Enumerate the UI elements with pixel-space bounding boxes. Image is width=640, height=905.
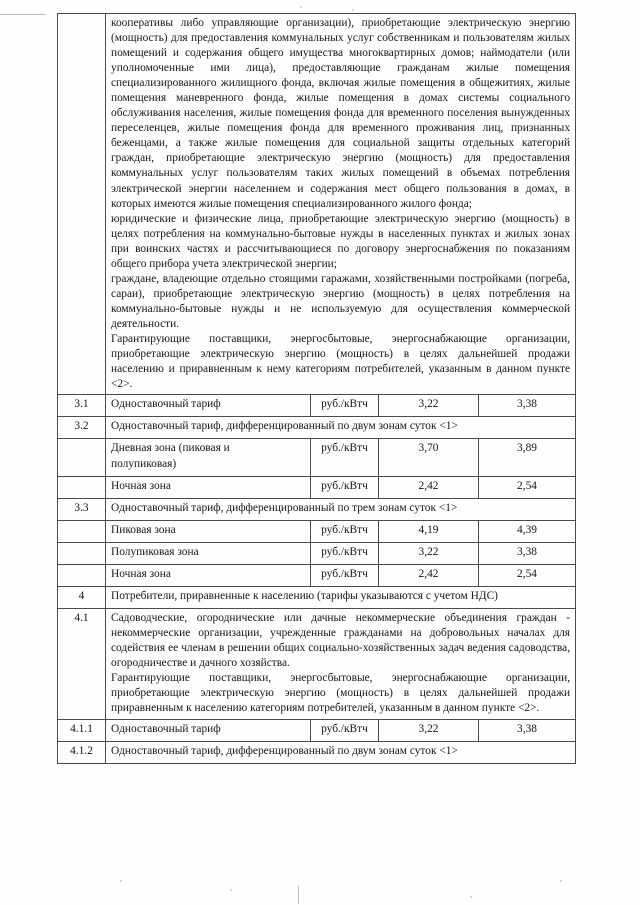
tariff-value-2: 2,54: [479, 477, 576, 499]
tariff-name: Одноставочный тариф: [106, 395, 311, 417]
definition-paragraph: кооперативы либо управляющие организации), приобретающие электрическую энергию (мощность) для предоставления коммунальных услуг собственникам и пользователям жилых помещений и содержания общего имущества многоквартирных домов; наймодатели (или уполномоченные ими лица), предоставляющие гражданам жилые помещения специализированного жилищного фонда, включая жилые помещения в общежитиях, жилые помещения маневренного фонда, жилые помещения в домах системы социального обслуживания населения, жилые помещения фонда для временного поселения вынужденных переселенцев, жилые помещения фонда для временного проживания лиц, признанных беженцами, а также жилые помещения для социальной защиты отдельных категорий граждан, приобретающие электрическую энергию (мощность) для предоставления коммунальных услуг пользователям таких жилых помещений в объемах потребления электрической энергии населением и содержания мест общего пользования в домах, в которых имеются жилые помещения специализированного жилого фонда;: [111, 17, 571, 210]
row-number: [58, 543, 106, 565]
row-number: 4: [58, 587, 106, 609]
row-number: [58, 439, 106, 477]
row-number: [58, 565, 106, 587]
tariff-value-1: 3,22: [379, 543, 479, 565]
definition-paragraph: граждане, владеющие отдельно стоящими гаражами, хозяйственными постройками (погреба, сараи), приобретающие электрическую энергию (мощность) в целях потребления на коммунально-бытовые нужды и не используемую для осуществления коммерческой деятельности.: [111, 272, 571, 330]
definition-paragraph: Садоводческие, огороднические или дачные некоммерческие объединения граждан - некоммерческие организации, учрежденные гражданами на добровольных началах для содействия ее членам в решении общих социально-хозяйственных задач ведения садоводства, огородничестве и дачного хозяйства.: [111, 612, 571, 670]
definition-text-cell: [106, 14, 576, 395]
row-number: 3.2: [58, 417, 106, 439]
tariff-unit: руб./кВтч: [311, 719, 379, 741]
tariff-value-1: 3,70: [379, 439, 479, 477]
scan-edge-mark: [0, 14, 46, 15]
table-row: [58, 565, 576, 587]
scan-speck: [352, 9, 354, 11]
tariff-value-2: 3,38: [479, 543, 576, 565]
section-title: Одноставочный тариф, дифференцированный по трем зонам суток <1>: [106, 499, 576, 521]
row-number: [58, 477, 106, 499]
scan-speck: [560, 880, 562, 882]
tariff-name-line2: полупиковая): [111, 457, 177, 470]
table-row: [58, 499, 576, 521]
table-row: [58, 477, 576, 499]
table-row: [58, 395, 576, 417]
tariff-value-1: 3,22: [379, 719, 479, 741]
tariff-name-line1: Дневная зона (пиковая и: [111, 442, 230, 455]
tariff-name: Полупиковая зона: [106, 543, 311, 565]
section-title: Потребители, приравненные к населению (тарифы указываются с учетом НДС): [106, 587, 576, 609]
scan-edge-mark: [298, 886, 299, 904]
tariff-name: Одноставочный тариф: [106, 719, 311, 741]
row-number: 4.1: [58, 609, 106, 719]
tariff-table-body: [58, 14, 576, 764]
tariff-name: Пиковая зона: [106, 521, 311, 543]
tariff-value-1: 3,22: [379, 395, 479, 417]
row-number: [58, 14, 106, 395]
tariff-value-2: 2,54: [479, 565, 576, 587]
tariff-value-2: 4,39: [479, 521, 576, 543]
row-number: 4.1.1: [58, 719, 106, 741]
table-row: [58, 741, 576, 763]
definition-paragraph: Гарантирующие поставщики, энергосбытовые, энергоснабжающие организации, приобретающие электрическую энергию (мощность) в целях дальнейшей продажи населению и приравненным к нему категориям потребителей, указанным в данном пункте <2>.: [111, 332, 571, 391]
table-row: [58, 587, 576, 609]
tariff-value-1: 2,42: [379, 565, 479, 587]
table-row: [58, 417, 576, 439]
tariff-table: [57, 13, 576, 764]
tariff-unit: руб./кВтч: [311, 395, 379, 417]
definition-text-cell: [106, 609, 576, 719]
table-row: [58, 521, 576, 543]
tariff-value-2: 3,89: [479, 439, 576, 477]
tariff-value-1: 2,42: [379, 477, 479, 499]
tariff-name: Ночная зона: [106, 477, 311, 499]
tariff-value-1: 4,19: [379, 521, 479, 543]
row-number: 4.1.2: [58, 741, 106, 763]
row-number: 3.3: [58, 499, 106, 521]
tariff-unit: руб./кВтч: [311, 439, 379, 477]
table-row: [58, 719, 576, 741]
table-row: [58, 543, 576, 565]
row-number: 3.1: [58, 395, 106, 417]
scan-speck: [470, 896, 472, 898]
tariff-value-2: 3,38: [479, 395, 576, 417]
table-row: [58, 609, 576, 719]
scan-speck: [120, 880, 122, 882]
table-row: [58, 14, 576, 395]
definition-paragraph: юридические и физические лица, приобретающие электрическую энергию (мощность) в целях потребления на коммунально-бытовые нужды в населенных пунктах и жилых зонах при воинских частях и рассчитывающиеся по договору энергоснабжения по показаниям общего прибора учета электрической энергии;: [111, 212, 571, 270]
scan-speck: [230, 889, 232, 891]
definition-paragraph: Гарантирующие поставщики, энергосбытовые, энергоснабжающие организации, приобретающие электрическую энергию (мощность) в целях дальнейшей продажи приравненным к населению категориям потребителей, указанным в данном пункте <2>.: [111, 672, 571, 715]
section-title: Одноставочный тариф, дифференцированный по двум зонам суток <1>: [106, 417, 576, 439]
scan-speck: [300, 6, 302, 8]
tariff-unit: руб./кВтч: [311, 521, 379, 543]
section-title: Одноставочный тариф, дифференцированный по двум зонам суток <1>: [106, 741, 576, 763]
tariff-name: Ночная зона: [106, 565, 311, 587]
tariff-unit: руб./кВтч: [311, 565, 379, 587]
tariff-name: [106, 439, 311, 477]
tariff-unit: руб./кВтч: [311, 477, 379, 499]
table-row: [58, 439, 576, 477]
tariff-unit: руб./кВтч: [311, 543, 379, 565]
tariff-value-2: 3,38: [479, 719, 576, 741]
row-number: [58, 521, 106, 543]
